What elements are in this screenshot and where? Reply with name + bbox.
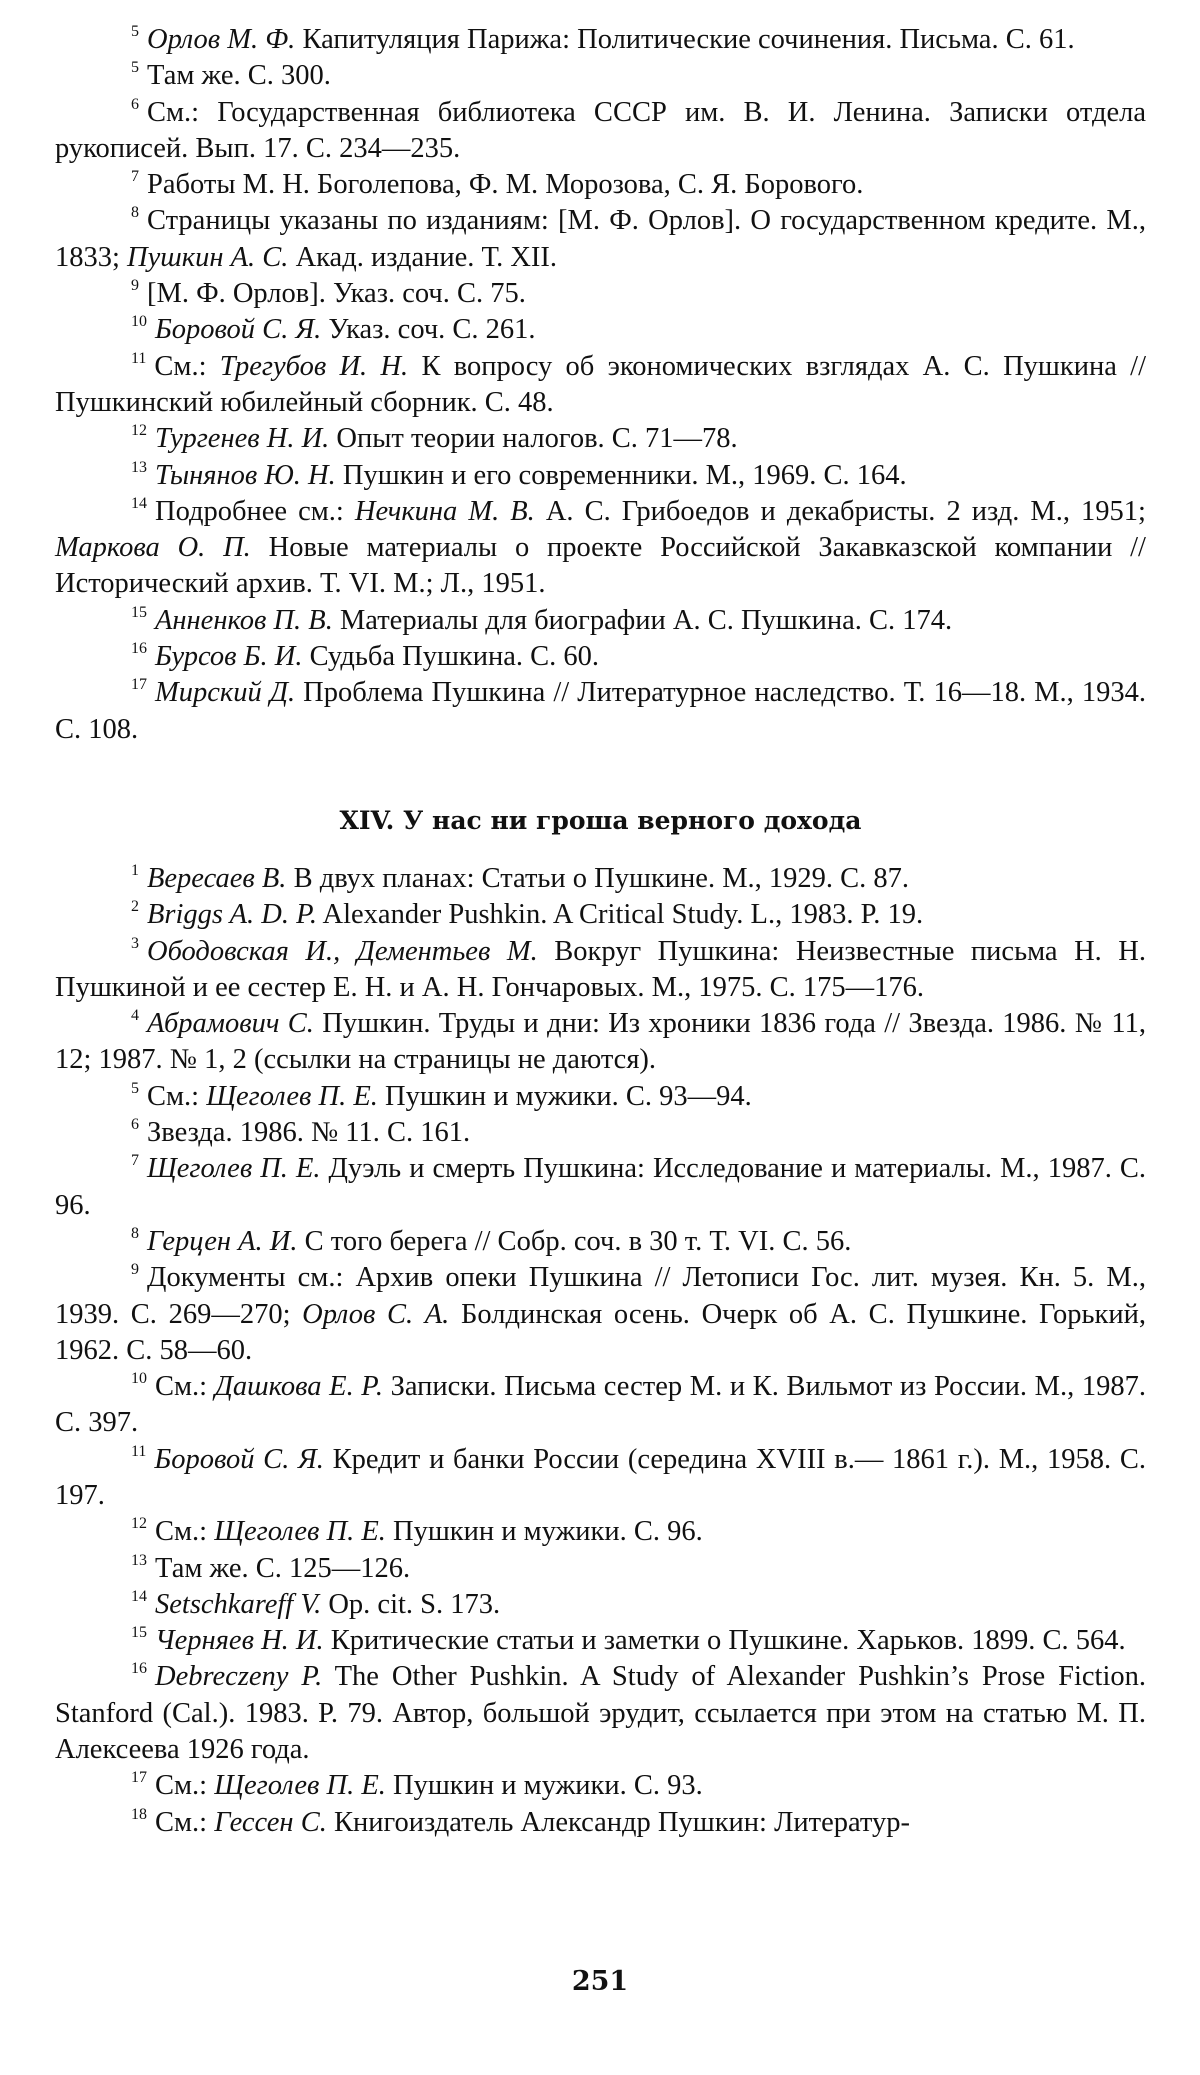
footnote: $^6$ См.: Государственная библиотека СССР им. В. И. Ленина. Записки отдела рукописей. Вып. 17. С. 234—235. [55,95,1146,164]
footnote: $^{14}$ Подробнее см.: Нечкина М. В. А. С. Грибоедов и декабристы. 2 изд. М., 1951; Маркова О. П. Новые материалы о проекте Российской Закавказской компании // Исторический архив. Т. VI. М.; Л., 1951. [55,494,1146,600]
footnote: $^{10}$ Боровой С. Я. Указ. соч. С. 261. [131,313,536,346]
footnote: $^1$ Вересаев В. В двух планах: Статьи о Пушкине. М., 1929. С. 87. [131,861,910,894]
footnote: $^{12}$ Тургенев Н. И. Опыт теории налогов. С. 71—78. [131,422,738,455]
footnote: $^{15}$ Черняев Н. И. Критические статьи и заметки о Пушкине. Харьков. 1899. С. 564. [131,1624,1126,1657]
footnote: $^{12}$ См.: Щеголев П. Е. Пушкин и мужики. С. 96. [131,1515,703,1548]
section-heading: XIV. У нас ни гроша верного дохода [339,805,862,835]
footnote: $^8$ Герцен А. И. С того берега // Собр. соч. в 30 т. Т. VI. С. 56. [131,1224,852,1257]
footnote: $^7$ Щеголев П. Е. Дуэль и смерть Пушкина: Исследование и материалы. М., 1987. С. 96. [55,1152,1146,1221]
section-notes [55,861,1146,1841]
footnote: $^7$ Работы М. Н. Боголепова, Ф. М. Морозова, С. Я. Борового. [131,168,864,201]
footnote: $^{16}$ Бурсов Б. И. Судьба Пушкина. С. 60. [131,640,600,673]
footnote: $^{13}$ Тынянов Ю. Н. Пушкин и его современники. М., 1969. С. 164. [131,458,907,491]
footnote: $^{10}$ См.: Дашкова Е. Р. Записки. Письма сестер М. и К. Вильмот из России. М., 1987. С. 397. [55,1370,1147,1439]
footnote: $^3$ Ободовская И., Дементьев М. Вокруг Пушкина: Неизвестные письма Н. Н. Пушкиной и ее сестер Е. Н. и А. Н. Гончаровых. М., 1975. С. 175—176. [55,934,1146,1003]
footnote: $^{13}$ Там же. С. 125—126. [131,1551,411,1584]
page-number: 251 [571,1966,629,1997]
footnote: $^9$ [М. Ф. Орлов]. Указ. соч. С. 75. [131,277,526,310]
footnote: $^{14}$ Setschkareff V. Op. cit. S. 173. [131,1587,501,1620]
footnote: $^{11}$ См.: Трегубов И. Н. К вопросу об экономических взглядах А. С. Пушкина // Пушкинский юбилейный сборник. С. 48. [55,349,1146,418]
footnote: $^{18}$ См.: Гессен С. Книгоиздатель Александр Пушкин: Литератур- [131,1805,911,1838]
notes-before-section [55,22,1146,748]
footnote: $^5$ См.: Щеголев П. Е. Пушкин и мужики. С. 93—94. [131,1079,752,1112]
footnote: $^9$ Документы см.: Архив опеки Пушкина // Летописи Гос. лит. музея. Кн. 5. М., 1939. С. 269—270; Орлов С. А. Болдинская осень. Очерк об А. С. Пушкине. Горький, 1962. С. 58—60. [55,1261,1146,1366]
footnote: $^2$ Briggs A. D. P. Alexander Pushkin. A Critical Study. L., 1983. P. 19. [131,898,924,931]
footnote: $^{11}$ Боровой С. Я. Кредит и банки России (середина XVIII в.— 1861 г.). М., 1958. С. 197. [55,1442,1146,1511]
footnote: $^{17}$ Мирский Д. Проблема Пушкина // Литературное наследство. Т. 16—18. М., 1934. С. 108. [55,676,1146,745]
footnote: $^{17}$ См.: Щеголев П. Е. Пушкин и мужики. С. 93. [131,1769,703,1802]
footnote: $^{15}$ Анненков П. В. Материалы для биографии А. С. Пушкина. С. 174. [131,603,953,636]
footnote: $^8$ Страницы указаны по изданиям: [М. Ф. Орлов]. О государственном кредите. М., 1833; Пушкин А. С. Акад. издание. Т. XII. [55,204,1146,273]
footnote: $^{16}$ Debreczeny P. The Other Pushkin. A Study of Alexander Pushkin’s Prose Fiction. Stanford (Cal.). 1983. P. 79. Автор, большой эрудит, ссылается при этом на статью М. П. Алексеева 1926 года. [55,1660,1146,1766]
footnote: $^5$ Там же. С. 300. [131,59,331,92]
footnote: $^6$ Звезда. 1986. № 11. С. 161. [131,1116,471,1149]
footnote: $^5$ Орлов М. Ф. Капитуляция Парижа: Политические сочинения. Письма. С. 61. [131,23,1075,55]
footnote: $^4$ Абрамович С. Пушкин. Труды и дни: Из хроники 1836 года // Звезда. 1986. № 11, 12; 1987. № 1, 2 (ссылки на страницы не даются). [55,1007,1146,1076]
